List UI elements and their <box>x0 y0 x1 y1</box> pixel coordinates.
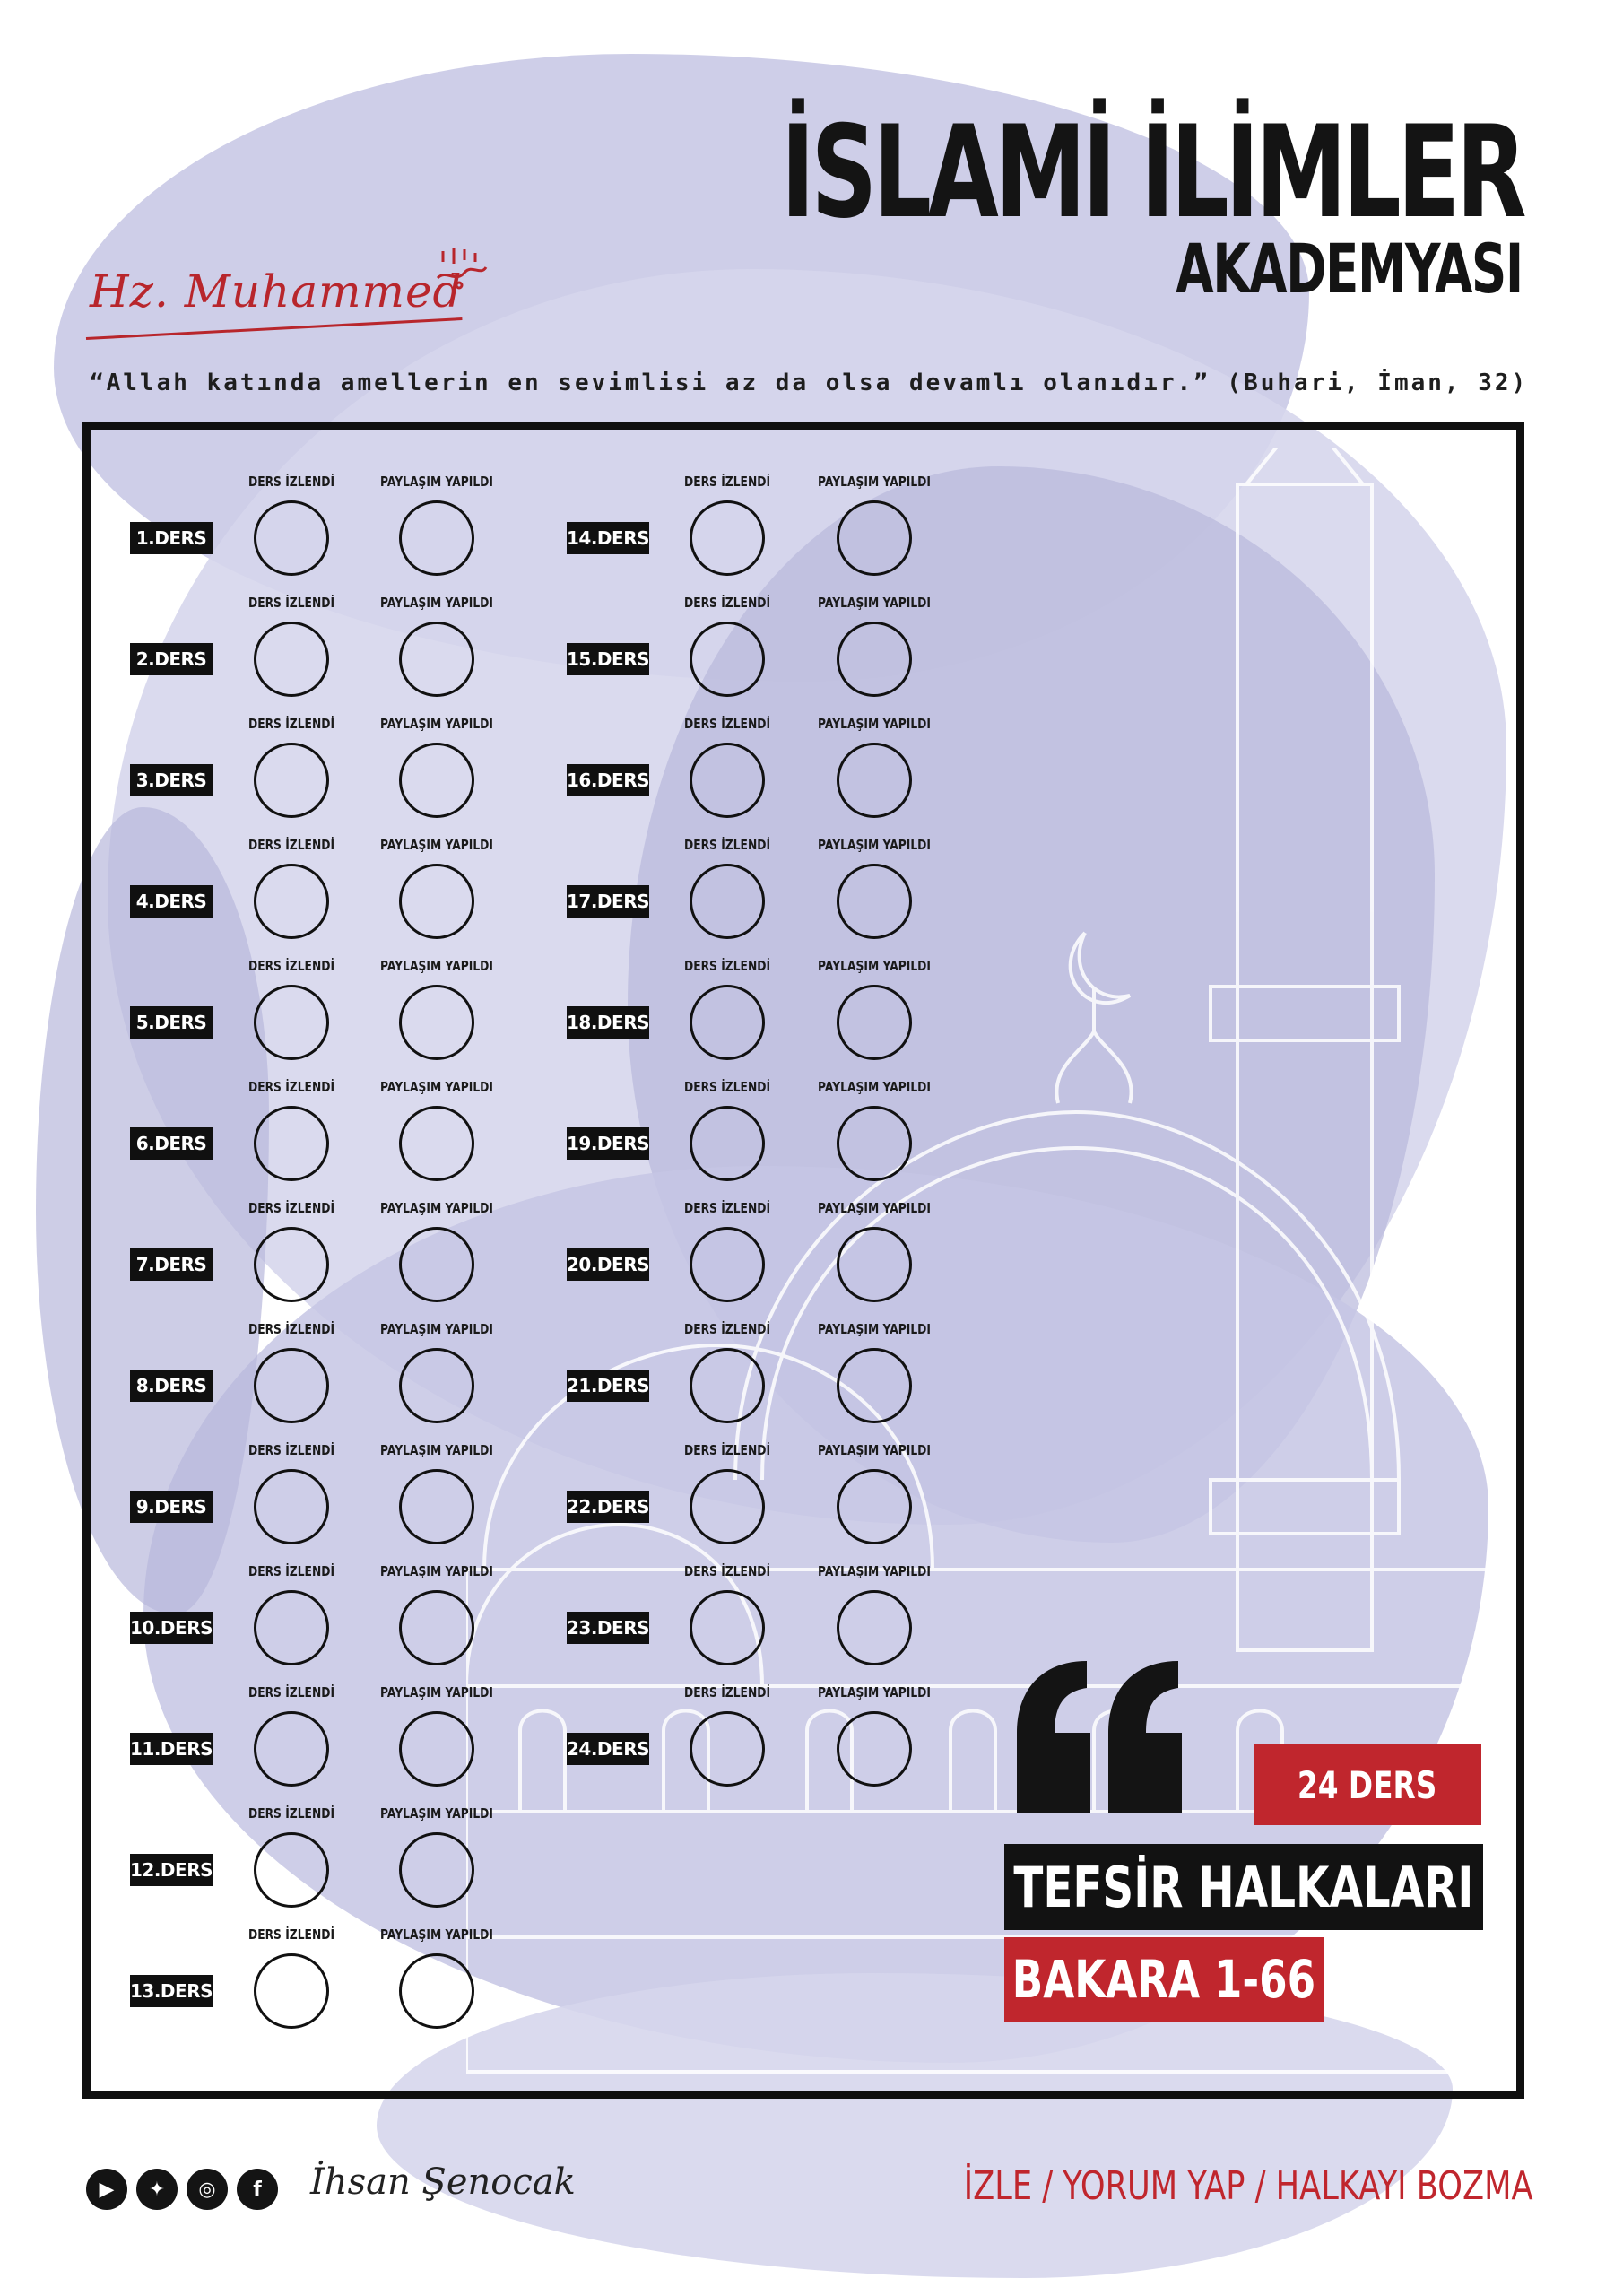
watched-checkbox[interactable] <box>254 1590 329 1665</box>
watched-column-header: DERS İZLENDİ <box>247 1200 335 1216</box>
shared-checkbox[interactable] <box>399 1106 474 1181</box>
shared-checkbox[interactable] <box>399 1469 474 1544</box>
watched-checkbox[interactable] <box>690 1711 765 1787</box>
watched-column-header: DERS İZLENDİ <box>247 595 335 611</box>
lesson-label: 20.DERS <box>567 1248 649 1281</box>
lesson-label: 16.DERS <box>567 764 649 796</box>
shared-column-header: PAYLAŞIM YAPILDI <box>818 595 931 611</box>
watched-checkbox[interactable] <box>254 1106 329 1181</box>
watched-column-header: DERS İZLENDİ <box>683 716 771 732</box>
lesson-label: 6.DERS <box>130 1127 213 1160</box>
hadith-quote: “Allah katında amellerin en sevimlisi az da olsa devamlı olanıdır.” (Buhari, İman, 32) <box>90 370 1529 396</box>
shared-checkbox[interactable] <box>837 1469 912 1544</box>
shared-column-header: PAYLAŞIM YAPILDI <box>818 1563 931 1579</box>
watched-checkbox[interactable] <box>254 985 329 1060</box>
author-signature: İhsan Şenocak <box>310 2161 576 2203</box>
shared-column-header: PAYLAŞIM YAPILDI <box>818 1442 931 1458</box>
lesson-label: 7.DERS <box>130 1248 213 1281</box>
watched-checkbox[interactable] <box>690 500 765 576</box>
watched-column-header: DERS İZLENDİ <box>247 1805 335 1822</box>
instagram-icon[interactable]: ◎ <box>187 2169 228 2210</box>
lesson-label: 12.DERS <box>130 1854 213 1886</box>
watched-checkbox[interactable] <box>690 1469 765 1544</box>
watched-column-header: DERS İZLENDİ <box>683 595 771 611</box>
watched-checkbox[interactable] <box>254 743 329 818</box>
watched-checkbox[interactable] <box>254 1469 329 1544</box>
watched-checkbox[interactable] <box>690 1106 765 1181</box>
shared-checkbox[interactable] <box>837 1711 912 1787</box>
watched-column-header: DERS İZLENDİ <box>247 1442 335 1458</box>
lesson-label: 5.DERS <box>130 1006 213 1039</box>
watched-checkbox[interactable] <box>254 622 329 697</box>
series-subtitle-badge: BAKARA 1-66 <box>1004 1937 1324 2022</box>
watched-checkbox[interactable] <box>254 1953 329 2029</box>
watched-checkbox[interactable] <box>690 985 765 1060</box>
watched-column-header: DERS İZLENDİ <box>247 1079 335 1095</box>
watched-column-header: DERS İZLENDİ <box>683 1079 771 1095</box>
watched-column-header: DERS İZLENDİ <box>683 1442 771 1458</box>
shared-column-header: PAYLAŞIM YAPILDI <box>380 1321 493 1337</box>
watched-checkbox[interactable] <box>254 1711 329 1787</box>
watched-column-header: DERS İZLENDİ <box>247 1321 335 1337</box>
lesson-label: 10.DERS <box>130 1612 213 1644</box>
lesson-label: 18.DERS <box>567 1006 649 1039</box>
slogan-separator: / <box>1032 2163 1063 2209</box>
lesson-label: 19.DERS <box>567 1127 649 1160</box>
watched-column-header: DERS İZLENDİ <box>683 1684 771 1700</box>
watched-column-header: DERS İZLENDİ <box>683 958 771 974</box>
watched-checkbox[interactable] <box>254 1348 329 1423</box>
lesson-label: 23.DERS <box>567 1612 649 1644</box>
lesson-label: 22.DERS <box>567 1491 649 1523</box>
lesson-label: 14.DERS <box>567 522 649 554</box>
youtube-icon[interactable]: ▶ <box>86 2169 127 2210</box>
slogan-comment: YORUM YAP <box>1063 2163 1245 2209</box>
shared-column-header: PAYLAŞIM YAPILDI <box>818 837 931 853</box>
shared-column-header: PAYLAŞIM YAPILDI <box>380 1563 493 1579</box>
shared-column-header: PAYLAŞIM YAPILDI <box>380 1926 493 1943</box>
shared-column-header: PAYLAŞIM YAPILDI <box>380 474 493 490</box>
shared-column-header: PAYLAŞIM YAPILDI <box>818 958 931 974</box>
shared-checkbox[interactable] <box>399 500 474 576</box>
watched-column-header: DERS İZLENDİ <box>683 837 771 853</box>
shared-checkbox[interactable] <box>399 1590 474 1665</box>
lesson-count-badge: 24 DERS <box>1254 1744 1481 1825</box>
page-subtitle: AKADEMYASI <box>1176 229 1523 309</box>
shared-checkbox[interactable] <box>837 864 912 939</box>
slogan <box>964 2163 1533 2209</box>
lesson-label: 3.DERS <box>130 764 213 796</box>
lesson-label: 9.DERS <box>130 1491 213 1523</box>
watched-column-header: DERS İZLENDİ <box>247 837 335 853</box>
shared-column-header: PAYLAŞIM YAPILDI <box>818 1321 931 1337</box>
watched-column-header: DERS İZLENDİ <box>247 958 335 974</box>
slogan-watch: İZLE <box>964 2163 1033 2209</box>
watched-column-header: DERS İZLENDİ <box>683 1321 771 1337</box>
shared-column-header: PAYLAŞIM YAPILDI <box>818 1079 931 1095</box>
shared-checkbox[interactable] <box>837 743 912 818</box>
watched-column-header: DERS İZLENDİ <box>247 1684 335 1700</box>
shared-checkbox[interactable] <box>837 1590 912 1665</box>
watched-checkbox[interactable] <box>254 1227 329 1302</box>
slogan-separator: / <box>1245 2163 1277 2209</box>
watched-checkbox[interactable] <box>690 743 765 818</box>
shared-checkbox[interactable] <box>399 622 474 697</box>
lesson-label: 15.DERS <box>567 643 649 675</box>
lesson-label: 17.DERS <box>567 885 649 918</box>
prophet-signature: Hz. Muhammed <box>90 265 463 317</box>
shared-column-header: PAYLAŞIM YAPILDI <box>380 1805 493 1822</box>
watched-column-header: DERS İZLENDİ <box>247 1563 335 1579</box>
shared-checkbox[interactable] <box>837 622 912 697</box>
watched-column-header: DERS İZLENDİ <box>683 1200 771 1216</box>
shared-column-header: PAYLAŞIM YAPILDI <box>380 1684 493 1700</box>
shared-column-header: PAYLAŞIM YAPILDI <box>380 716 493 732</box>
shared-checkbox[interactable] <box>837 1106 912 1181</box>
lesson-label: 13.DERS <box>130 1975 213 2007</box>
shared-column-header: PAYLAŞIM YAPILDI <box>818 474 931 490</box>
shared-checkbox[interactable] <box>399 1711 474 1787</box>
shared-column-header: PAYLAŞIM YAPILDI <box>380 1079 493 1095</box>
quote-mark-icon <box>1008 1661 1187 1813</box>
watched-column-header: DERS İZLENDİ <box>247 1926 335 1943</box>
shared-checkbox[interactable] <box>399 1832 474 1908</box>
lesson-label: 11.DERS <box>130 1733 213 1765</box>
watched-checkbox[interactable] <box>690 1348 765 1423</box>
twitter-icon[interactable]: ✦ <box>136 2169 178 2210</box>
shared-checkbox[interactable] <box>837 500 912 576</box>
lesson-label: 4.DERS <box>130 885 213 918</box>
lesson-label: 1.DERS <box>130 522 213 554</box>
watched-checkbox[interactable] <box>690 864 765 939</box>
watched-checkbox[interactable] <box>254 1832 329 1908</box>
shared-checkbox[interactable] <box>399 864 474 939</box>
watched-column-header: DERS İZLENDİ <box>683 1563 771 1579</box>
arabic-calligraphy-icon <box>432 242 491 292</box>
slogan-keep-circle: HALKAYI BOZMA <box>1276 2163 1533 2209</box>
shared-checkbox[interactable] <box>837 985 912 1060</box>
watched-column-header: DERS İZLENDİ <box>247 474 335 490</box>
watched-column-header: DERS İZLENDİ <box>683 474 771 490</box>
lesson-label: 24.DERS <box>567 1733 649 1765</box>
shared-column-header: PAYLAŞIM YAPILDI <box>818 1200 931 1216</box>
watched-checkbox[interactable] <box>254 864 329 939</box>
lesson-label: 21.DERS <box>567 1370 649 1402</box>
shared-column-header: PAYLAŞIM YAPILDI <box>380 837 493 853</box>
shared-column-header: PAYLAŞIM YAPILDI <box>380 595 493 611</box>
watched-checkbox[interactable] <box>690 622 765 697</box>
lesson-label: 8.DERS <box>130 1370 213 1402</box>
shared-column-header: PAYLAŞIM YAPILDI <box>818 1684 931 1700</box>
shared-column-header: PAYLAŞIM YAPILDI <box>380 1200 493 1216</box>
shared-column-header: PAYLAŞIM YAPILDI <box>380 1442 493 1458</box>
shared-column-header: PAYLAŞIM YAPILDI <box>818 716 931 732</box>
shared-checkbox[interactable] <box>837 1348 912 1423</box>
lesson-label: 2.DERS <box>130 643 213 675</box>
shared-checkbox[interactable] <box>399 1227 474 1302</box>
shared-column-header: PAYLAŞIM YAPILDI <box>380 958 493 974</box>
facebook-icon[interactable]: f <box>237 2169 278 2210</box>
watched-checkbox[interactable] <box>690 1227 765 1302</box>
shared-checkbox[interactable] <box>837 1227 912 1302</box>
shared-checkbox[interactable] <box>399 1348 474 1423</box>
watched-column-header: DERS İZLENDİ <box>247 716 335 732</box>
shared-checkbox[interactable] <box>399 985 474 1060</box>
watched-checkbox[interactable] <box>690 1590 765 1665</box>
shared-checkbox[interactable] <box>399 743 474 818</box>
page-title: İSLAMİ İLİMLER <box>780 99 1523 247</box>
series-title-badge: TEFSİR HALKALARI <box>1004 1844 1483 1930</box>
social-links <box>86 2169 278 2210</box>
watched-checkbox[interactable] <box>254 500 329 576</box>
shared-checkbox[interactable] <box>399 1953 474 2029</box>
